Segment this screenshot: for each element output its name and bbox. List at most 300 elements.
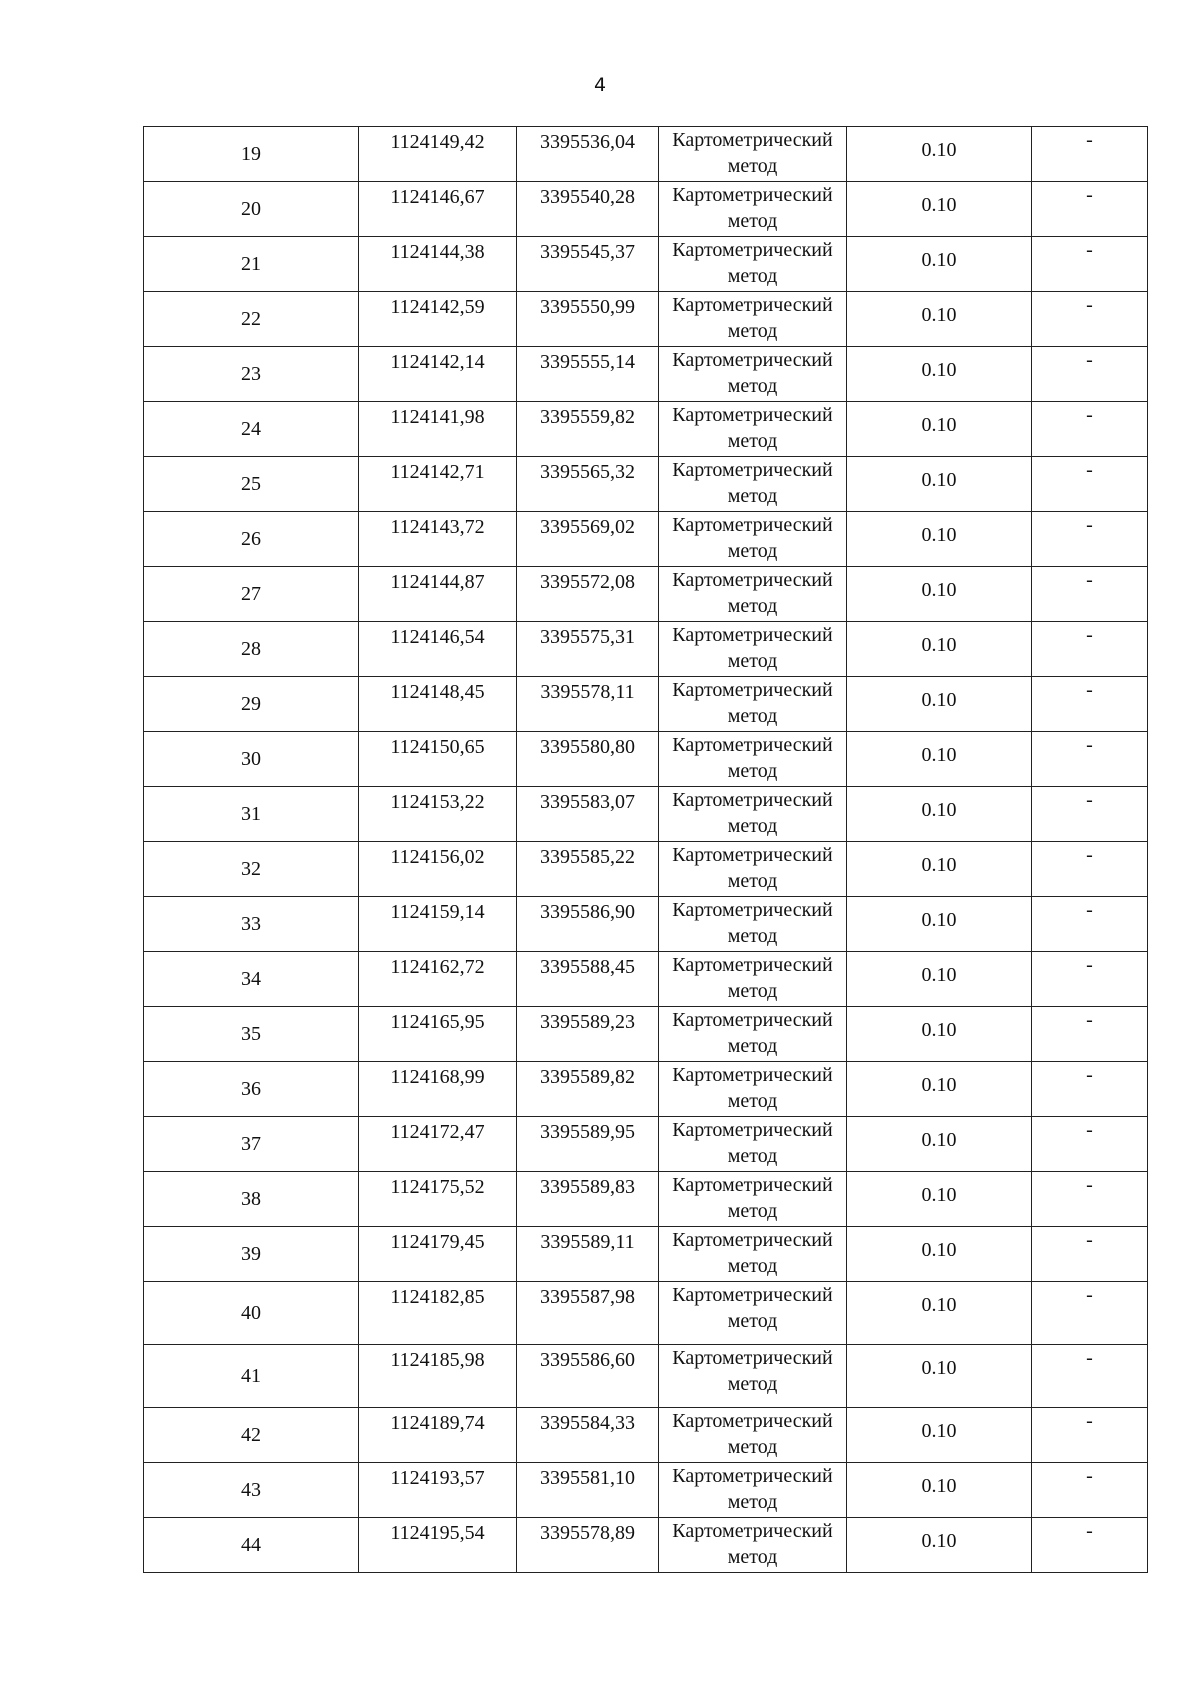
y-coordinate: 3395578,89: [540, 1522, 635, 1544]
method-cell: [659, 1172, 847, 1227]
method-line-2: метод: [727, 925, 778, 947]
y-coordinate-cell: [517, 567, 659, 622]
x-coordinate: 1124143,72: [390, 516, 485, 538]
x-coordinate-cell: [359, 622, 517, 677]
table-row: [144, 127, 1148, 182]
point-number-cell: [144, 127, 359, 182]
accuracy-cell: [847, 1345, 1032, 1408]
method-cell: [659, 1345, 847, 1408]
point-number: 35: [241, 1023, 261, 1045]
point-number-cell: [144, 1408, 359, 1463]
accuracy-value: 0.10: [921, 964, 957, 986]
y-coordinate-cell: [517, 237, 659, 292]
x-coordinate-cell: [359, 237, 517, 292]
x-coordinate-cell: [359, 292, 517, 347]
y-coordinate-cell: [517, 347, 659, 402]
x-coordinate: 1124146,67: [390, 186, 485, 208]
accuracy-value: 0.10: [921, 909, 957, 931]
point-number-cell: [144, 732, 359, 787]
accuracy-value: 0.10: [921, 854, 957, 876]
description-value: -: [1086, 1347, 1093, 1369]
point-number-cell: [144, 567, 359, 622]
x-coordinate-cell: [359, 842, 517, 897]
method-line-2: метод: [727, 155, 778, 177]
point-number-cell: [144, 952, 359, 1007]
y-coordinate: 3395589,11: [540, 1231, 635, 1253]
method-cell: [659, 1007, 847, 1062]
y-coordinate-cell: [517, 1282, 659, 1345]
description-cell: [1032, 897, 1148, 952]
point-number-cell: [144, 842, 359, 897]
description-value: -: [1086, 1465, 1093, 1487]
y-coordinate-cell: [517, 677, 659, 732]
accuracy-cell: [847, 1282, 1032, 1345]
method-line-2: метод: [727, 650, 778, 672]
point-number-cell: [144, 512, 359, 567]
description-cell: [1032, 182, 1148, 237]
method-line-1: Картометрический: [672, 349, 833, 371]
method-cell: [659, 732, 847, 787]
y-coordinate: 3395578,11: [540, 681, 635, 703]
description-cell: [1032, 622, 1148, 677]
x-coordinate-cell: [359, 347, 517, 402]
point-number: 23: [241, 363, 261, 385]
x-coordinate: 1124168,99: [390, 1066, 485, 1088]
point-number: 27: [241, 583, 261, 605]
accuracy-value: 0.10: [921, 414, 957, 436]
x-coordinate: 1124162,72: [390, 956, 485, 978]
x-coordinate-cell: [359, 512, 517, 567]
x-coordinate-cell: [359, 952, 517, 1007]
description-cell: [1032, 732, 1148, 787]
point-number: 34: [241, 968, 261, 990]
point-number-cell: [144, 1227, 359, 1282]
page-number: 4: [593, 74, 607, 96]
point-number-cell: [144, 677, 359, 732]
accuracy-cell: [847, 622, 1032, 677]
x-coordinate-cell: [359, 127, 517, 182]
method-line-2: метод: [727, 265, 778, 287]
method-cell: [659, 512, 847, 567]
y-coordinate-cell: [517, 952, 659, 1007]
description-cell: [1032, 1062, 1148, 1117]
point-number: 42: [241, 1424, 261, 1446]
description-value: -: [1086, 349, 1093, 371]
accuracy-cell: [847, 1172, 1032, 1227]
point-number-cell: [144, 897, 359, 952]
description-cell: [1032, 1117, 1148, 1172]
method-line-2: метод: [727, 1310, 778, 1332]
method-line-1: Картометрический: [672, 844, 833, 866]
y-coordinate-cell: [517, 732, 659, 787]
method-line-2: метод: [727, 1090, 778, 1112]
accuracy-value: 0.10: [921, 1074, 957, 1096]
table-row: [144, 237, 1148, 292]
method-cell: [659, 347, 847, 402]
method-line-1: Картометрический: [672, 1410, 833, 1432]
point-number-cell: [144, 182, 359, 237]
point-number: 32: [241, 858, 261, 880]
accuracy-value: 0.10: [921, 1530, 957, 1552]
method-line-1: Картометрический: [672, 459, 833, 481]
table-row: [144, 1227, 1148, 1282]
method-line-1: Картометрический: [672, 294, 833, 316]
method-cell: [659, 842, 847, 897]
description-cell: [1032, 237, 1148, 292]
method-line-1: Картометрический: [672, 1229, 833, 1251]
accuracy-value: 0.10: [921, 304, 957, 326]
method-cell: [659, 897, 847, 952]
table-row: [144, 1345, 1148, 1408]
method-line-2: метод: [727, 1373, 778, 1395]
accuracy-cell: [847, 1117, 1032, 1172]
method-cell: [659, 457, 847, 512]
x-coordinate: 1124142,71: [390, 461, 485, 483]
table-row: [144, 622, 1148, 677]
method-line-1: Картометрический: [672, 1174, 833, 1196]
y-coordinate: 3395565,32: [540, 461, 635, 483]
point-number-cell: [144, 1007, 359, 1062]
point-number-cell: [144, 1117, 359, 1172]
y-coordinate: 3395581,10: [540, 1467, 635, 1489]
method-line-2: метод: [727, 1436, 778, 1458]
description-cell: [1032, 512, 1148, 567]
method-cell: [659, 1463, 847, 1518]
point-number-cell: [144, 1282, 359, 1345]
y-coordinate: 3395580,80: [540, 736, 635, 758]
table-row: [144, 347, 1148, 402]
method-line-2: метод: [727, 320, 778, 342]
description-value: -: [1086, 844, 1093, 866]
method-cell: [659, 1282, 847, 1345]
accuracy-cell: [847, 182, 1032, 237]
accuracy-value: 0.10: [921, 744, 957, 766]
method-line-2: метод: [727, 595, 778, 617]
accuracy-value: 0.10: [921, 1294, 957, 1316]
description-cell: [1032, 1227, 1148, 1282]
method-line-2: метод: [727, 1255, 778, 1277]
point-number-cell: [144, 1463, 359, 1518]
table-row: [144, 952, 1148, 1007]
accuracy-cell: [847, 732, 1032, 787]
x-coordinate: 1124142,59: [390, 296, 485, 318]
y-coordinate-cell: [517, 622, 659, 677]
accuracy-cell: [847, 1463, 1032, 1518]
accuracy-value: 0.10: [921, 194, 957, 216]
y-coordinate-cell: [517, 1062, 659, 1117]
description-cell: [1032, 842, 1148, 897]
description-cell: [1032, 952, 1148, 1007]
y-coordinate: 3395572,08: [540, 571, 635, 593]
accuracy-cell: [847, 1518, 1032, 1573]
description-cell: [1032, 1463, 1148, 1518]
method-cell: [659, 677, 847, 732]
point-number: 30: [241, 748, 261, 770]
description-cell: [1032, 567, 1148, 622]
method-cell: [659, 237, 847, 292]
point-number: 44: [241, 1534, 261, 1556]
accuracy-cell: [847, 512, 1032, 567]
accuracy-cell: [847, 457, 1032, 512]
point-number: 37: [241, 1133, 261, 1155]
y-coordinate: 3395589,82: [540, 1066, 635, 1088]
accuracy-value: 0.10: [921, 1357, 957, 1379]
table-row: [144, 897, 1148, 952]
x-coordinate-cell: [359, 897, 517, 952]
y-coordinate-cell: [517, 1345, 659, 1408]
method-line-1: Картометрический: [672, 1064, 833, 1086]
method-line-2: метод: [727, 705, 778, 727]
x-coordinate-cell: [359, 567, 517, 622]
point-number-cell: [144, 347, 359, 402]
x-coordinate: 1124144,87: [390, 571, 485, 593]
point-number: 21: [241, 253, 261, 275]
x-coordinate: 1124159,14: [390, 901, 485, 923]
accuracy-cell: [847, 677, 1032, 732]
method-line-2: метод: [727, 540, 778, 562]
accuracy-cell: [847, 127, 1032, 182]
table-row: [144, 457, 1148, 512]
method-line-2: метод: [727, 375, 778, 397]
point-number: 20: [241, 198, 261, 220]
x-coordinate-cell: [359, 787, 517, 842]
description-cell: [1032, 1408, 1148, 1463]
description-value: -: [1086, 789, 1093, 811]
y-coordinate-cell: [517, 842, 659, 897]
method-line-1: Картометрический: [672, 404, 833, 426]
coordinates-table-body: [144, 127, 1148, 1573]
x-coordinate: 1124156,02: [390, 846, 485, 868]
description-value: -: [1086, 294, 1093, 316]
point-number: 41: [241, 1365, 261, 1387]
table-row: [144, 182, 1148, 237]
description-cell: [1032, 787, 1148, 842]
description-cell: [1032, 457, 1148, 512]
accuracy-value: 0.10: [921, 1129, 957, 1151]
x-coordinate: 1124141,98: [390, 406, 485, 428]
method-line-1: Картометрический: [672, 1009, 833, 1031]
y-coordinate-cell: [517, 1518, 659, 1573]
y-coordinate-cell: [517, 402, 659, 457]
point-number: 39: [241, 1243, 261, 1265]
method-line-1: Картометрический: [672, 129, 833, 151]
point-number-cell: [144, 1062, 359, 1117]
point-number-cell: [144, 1172, 359, 1227]
x-coordinate: 1124150,65: [390, 736, 485, 758]
method-line-1: Картометрический: [672, 954, 833, 976]
description-cell: [1032, 292, 1148, 347]
y-coordinate-cell: [517, 1117, 659, 1172]
method-cell: [659, 567, 847, 622]
description-cell: [1032, 402, 1148, 457]
method-line-2: метод: [727, 1145, 778, 1167]
point-number: 24: [241, 418, 261, 440]
method-cell: [659, 127, 847, 182]
x-coordinate: 1124146,54: [390, 626, 485, 648]
accuracy-cell: [847, 237, 1032, 292]
x-coordinate: 1124189,74: [390, 1412, 485, 1434]
description-value: -: [1086, 1410, 1093, 1432]
method-line-1: Картометрический: [672, 899, 833, 921]
method-cell: [659, 1518, 847, 1573]
description-cell: [1032, 1172, 1148, 1227]
y-coordinate: 3395559,82: [540, 406, 635, 428]
x-coordinate-cell: [359, 1227, 517, 1282]
method-line-1: Картометрический: [672, 1119, 833, 1141]
method-cell: [659, 787, 847, 842]
x-coordinate-cell: [359, 1007, 517, 1062]
method-line-2: метод: [727, 870, 778, 892]
table-row: [144, 292, 1148, 347]
accuracy-value: 0.10: [921, 689, 957, 711]
method-cell: [659, 292, 847, 347]
description-value: -: [1086, 1284, 1093, 1306]
point-number: 19: [241, 143, 261, 165]
description-cell: [1032, 1282, 1148, 1345]
point-number-cell: [144, 237, 359, 292]
method-line-2: метод: [727, 485, 778, 507]
x-coordinate-cell: [359, 182, 517, 237]
method-line-1: Картометрический: [672, 514, 833, 536]
y-coordinate: 3395589,83: [540, 1176, 635, 1198]
method-cell: [659, 182, 847, 237]
method-line-1: Картометрический: [672, 1347, 833, 1369]
accuracy-cell: [847, 292, 1032, 347]
y-coordinate: 3395587,98: [540, 1286, 635, 1308]
method-line-2: метод: [727, 1035, 778, 1057]
method-line-1: Картометрический: [672, 1465, 833, 1487]
y-coordinate-cell: [517, 1408, 659, 1463]
y-coordinate: 3395550,99: [540, 296, 635, 318]
table-row: [144, 1062, 1148, 1117]
accuracy-cell: [847, 1007, 1032, 1062]
description-value: -: [1086, 239, 1093, 261]
x-coordinate: 1124172,47: [390, 1121, 485, 1143]
y-coordinate-cell: [517, 512, 659, 567]
method-line-2: метод: [727, 1491, 778, 1513]
point-number-cell: [144, 292, 359, 347]
x-coordinate-cell: [359, 1408, 517, 1463]
point-number: 25: [241, 473, 261, 495]
accuracy-value: 0.10: [921, 1420, 957, 1442]
y-coordinate-cell: [517, 457, 659, 512]
table-row: [144, 1282, 1148, 1345]
table-row: [144, 1007, 1148, 1062]
x-coordinate: 1124148,45: [390, 681, 485, 703]
point-number: 36: [241, 1078, 261, 1100]
point-number: 38: [241, 1188, 261, 1210]
description-value: -: [1086, 1229, 1093, 1251]
method-line-2: метод: [727, 980, 778, 1002]
y-coordinate: 3395583,07: [540, 791, 635, 813]
y-coordinate-cell: [517, 787, 659, 842]
y-coordinate: 3395575,31: [540, 626, 635, 648]
point-number: 31: [241, 803, 261, 825]
x-coordinate-cell: [359, 1345, 517, 1408]
point-number: 28: [241, 638, 261, 660]
coordinates-table: [143, 126, 1148, 1573]
y-coordinate: 3395589,23: [540, 1011, 635, 1033]
table-row: [144, 567, 1148, 622]
accuracy-cell: [847, 787, 1032, 842]
method-line-1: Картометрический: [672, 239, 833, 261]
x-coordinate-cell: [359, 1518, 517, 1573]
x-coordinate-cell: [359, 1172, 517, 1227]
description-value: -: [1086, 679, 1093, 701]
accuracy-cell: [847, 1227, 1032, 1282]
table-row: [144, 842, 1148, 897]
method-line-2: метод: [727, 210, 778, 232]
y-coordinate-cell: [517, 292, 659, 347]
method-line-1: Картометрический: [672, 734, 833, 756]
method-cell: [659, 622, 847, 677]
y-coordinate: 3395585,22: [540, 846, 635, 868]
y-coordinate-cell: [517, 127, 659, 182]
x-coordinate-cell: [359, 1117, 517, 1172]
y-coordinate: 3395589,95: [540, 1121, 635, 1143]
point-number: 29: [241, 693, 261, 715]
point-number-cell: [144, 457, 359, 512]
description-value: -: [1086, 1009, 1093, 1031]
y-coordinate-cell: [517, 1227, 659, 1282]
point-number: 33: [241, 913, 261, 935]
description-value: -: [1086, 734, 1093, 756]
description-value: -: [1086, 459, 1093, 481]
table-row: [144, 677, 1148, 732]
description-cell: [1032, 1518, 1148, 1573]
description-value: -: [1086, 1520, 1093, 1542]
accuracy-value: 0.10: [921, 249, 957, 271]
point-number: 22: [241, 308, 261, 330]
description-value: -: [1086, 514, 1093, 536]
method-line-2: метод: [727, 1546, 778, 1568]
y-coordinate: 3395586,90: [540, 901, 635, 923]
accuracy-value: 0.10: [921, 139, 957, 161]
point-number-cell: [144, 1345, 359, 1408]
table-row: [144, 1518, 1148, 1573]
method-cell: [659, 1227, 847, 1282]
y-coordinate-cell: [517, 897, 659, 952]
description-value: -: [1086, 129, 1093, 151]
accuracy-value: 0.10: [921, 469, 957, 491]
method-cell: [659, 402, 847, 457]
method-cell: [659, 1408, 847, 1463]
method-line-1: Картометрический: [672, 1520, 833, 1542]
accuracy-value: 0.10: [921, 1184, 957, 1206]
accuracy-cell: [847, 347, 1032, 402]
method-line-1: Картометрический: [672, 569, 833, 591]
method-line-1: Картометрический: [672, 789, 833, 811]
point-number-cell: [144, 787, 359, 842]
x-coordinate-cell: [359, 1062, 517, 1117]
x-coordinate-cell: [359, 1282, 517, 1345]
description-value: -: [1086, 184, 1093, 206]
point-number: 40: [241, 1302, 261, 1324]
description-cell: [1032, 1007, 1148, 1062]
y-coordinate: 3395536,04: [540, 131, 635, 153]
x-coordinate: 1124144,38: [390, 241, 485, 263]
x-coordinate: 1124185,98: [390, 1349, 485, 1371]
description-value: -: [1086, 1174, 1093, 1196]
method-line-1: Картометрический: [672, 184, 833, 206]
x-coordinate-cell: [359, 677, 517, 732]
point-number: 26: [241, 528, 261, 550]
description-value: -: [1086, 404, 1093, 426]
x-coordinate: 1124182,85: [390, 1286, 485, 1308]
description-value: -: [1086, 1119, 1093, 1141]
accuracy-value: 0.10: [921, 524, 957, 546]
method-cell: [659, 1062, 847, 1117]
